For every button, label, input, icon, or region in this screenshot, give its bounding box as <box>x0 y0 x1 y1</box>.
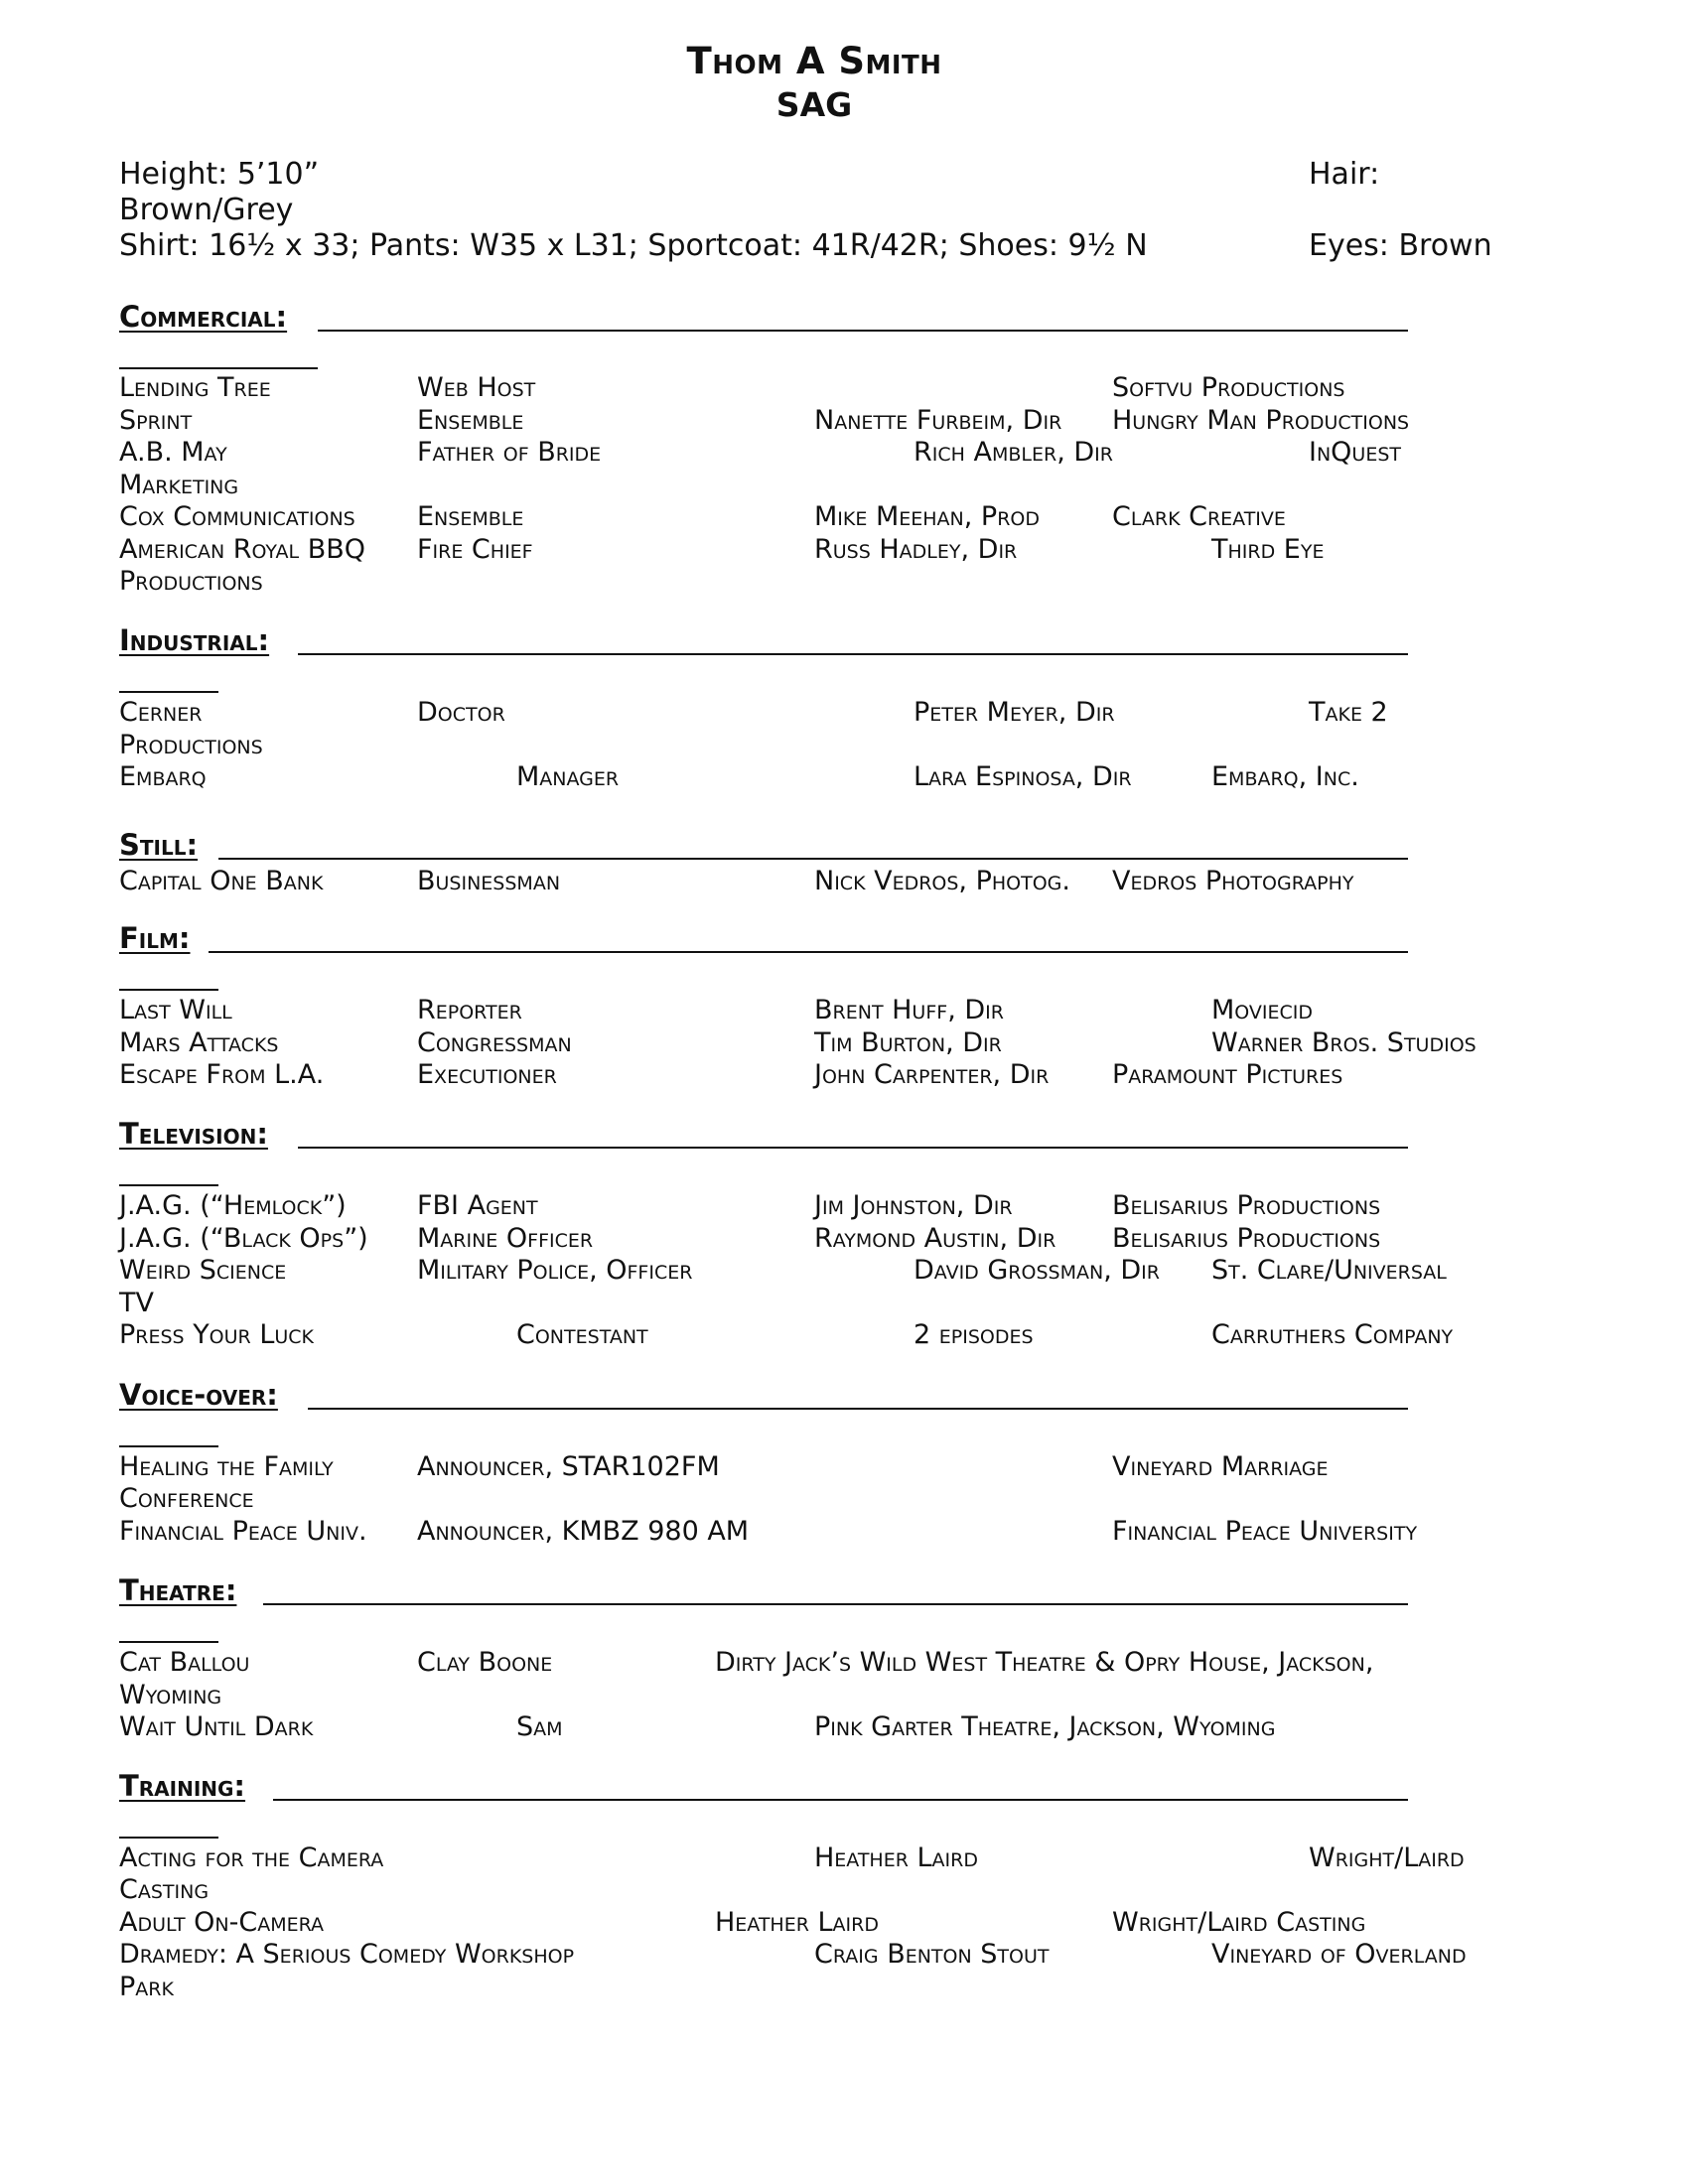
credit-director: Rich Ambler, Dir <box>914 437 1113 468</box>
section-heading-training: Training: <box>119 1769 246 1803</box>
credit-director: Mike Meehan, Prod <box>814 501 1040 532</box>
hair-value: Brown/Grey <box>119 193 294 227</box>
credit-company: InQuest <box>1309 437 1402 468</box>
credit-director: Raymond Austin, Dir <box>814 1223 1056 1254</box>
credit-project-continued: Productions <box>119 730 263 760</box>
credit-company: Hungry Man Productions <box>1112 405 1410 436</box>
credit-company: Softvu Productions <box>1112 372 1345 403</box>
section-heading-theatre: Theatre: <box>119 1573 237 1607</box>
section-underline-film <box>119 989 218 991</box>
section-heading-television: Television: <box>119 1117 268 1151</box>
credit-director: Lara Espinosa, Dir <box>914 761 1132 792</box>
training-location: Wright/Laird <box>1309 1843 1465 1873</box>
credit-project: Embarq <box>119 761 207 792</box>
credit-company: Financial Peace University <box>1112 1516 1418 1547</box>
credit-director: Nick Vedros, Photog. <box>814 866 1070 896</box>
credit-role: Web Host <box>417 372 536 403</box>
credit-role: Father of Bride <box>417 437 602 468</box>
section-rule-voiceover <box>308 1408 1408 1410</box>
credit-project-continued: Conference <box>119 1483 254 1514</box>
training-location: Wright/Laird Casting <box>1112 1907 1366 1938</box>
clothing-sizes: Shirt: 16½ x 33; Pants: W35 x L31; Sportcoat: 41R/42R; Shoes: 9½ N <box>119 228 1148 263</box>
credit-director: Peter Meyer, Dir <box>914 697 1115 728</box>
hair-label: Hair: <box>1309 157 1380 192</box>
credit-project: Cat Ballou <box>119 1647 250 1678</box>
credit-project: Mars Attacks <box>119 1027 279 1058</box>
section-heading-industrial: Industrial: <box>119 623 270 657</box>
union-affiliation: SAG <box>775 85 853 124</box>
credit-role: Ensemble <box>417 405 524 436</box>
credit-project: Escape From L.A. <box>119 1059 325 1090</box>
credit-role: Businessman <box>417 866 561 896</box>
credit-company: Embarq, Inc. <box>1211 761 1359 792</box>
credit-role: Announcer, STAR102FM <box>417 1451 720 1482</box>
credit-project: Lending Tree <box>119 372 271 403</box>
training-course-continued: Park <box>119 1972 174 2002</box>
credit-director: Russ Hadley, Dir <box>814 534 1018 565</box>
credit-project: Financial Peace Univ. <box>119 1516 367 1547</box>
section-underline-industrial <box>119 691 218 693</box>
credit-company: St. Clare/Universal <box>1211 1255 1447 1286</box>
credit-company: Belisarius Productions <box>1112 1190 1381 1221</box>
eyes-stat: Eyes: Brown <box>1309 228 1492 263</box>
credit-company: Moviecid <box>1211 995 1314 1025</box>
section-rule-theatre <box>263 1603 1408 1605</box>
credit-project-continued: Marketing <box>119 470 239 500</box>
credit-project: Cerner <box>119 697 203 728</box>
credit-role: Reporter <box>417 995 522 1025</box>
training-instructor: Craig Benton Stout <box>814 1939 1050 1970</box>
training-instructor: Heather Laird <box>814 1843 978 1873</box>
credit-role: Military Police, Officer <box>417 1255 693 1286</box>
credit-company: Paramount Pictures <box>1112 1059 1343 1090</box>
training-course-continued: Casting <box>119 1874 210 1905</box>
credit-project: Press Your Luck <box>119 1319 315 1350</box>
credit-director: David Grossman, Dir <box>914 1255 1160 1286</box>
credit-director: Nanette Furbeim, Dir <box>814 405 1062 436</box>
credit-role: Fire Chief <box>417 534 533 565</box>
section-underline-television <box>119 1184 218 1186</box>
credit-role: Announcer, KMBZ 980 AM <box>417 1516 750 1547</box>
credit-company: Vineyard Marriage <box>1112 1451 1329 1482</box>
training-location: Vineyard of Overland <box>1211 1939 1467 1970</box>
training-instructor: Heather Laird <box>715 1907 879 1938</box>
training-course: Acting for the Camera <box>119 1843 384 1873</box>
credit-role: Manager <box>516 761 620 792</box>
height-stat: Height: 5’10” <box>119 157 320 192</box>
credit-project: Cox Communications <box>119 501 355 532</box>
credit-project: Sprint <box>119 405 193 436</box>
section-rule-commercial <box>318 330 1408 332</box>
credit-company: Warner Bros. Studios <box>1211 1027 1477 1058</box>
credit-company: Vedros Photography <box>1112 866 1354 896</box>
credit-project: Weird Science <box>119 1255 287 1286</box>
section-heading-film: Film: <box>119 921 191 955</box>
section-underline-commercial <box>119 367 318 369</box>
training-course: Dramedy: A Serious Comedy Workshop <box>119 1939 575 1970</box>
credit-director: Brent Huff, Dir <box>814 995 1004 1025</box>
section-heading-voiceover: Voice-over: <box>119 1378 278 1412</box>
credit-role: Marine Officer <box>417 1223 594 1254</box>
credit-role: FBI Agent <box>417 1190 538 1221</box>
credit-project: J.A.G. (“Black Ops”) <box>119 1223 368 1254</box>
credit-project-continued: Wyoming <box>119 1680 222 1710</box>
section-rule-still <box>218 858 1408 860</box>
credit-role: Sam <box>516 1711 563 1742</box>
credit-director: Tim Burton, Dir <box>814 1027 1002 1058</box>
credit-company: Carruthers Company <box>1211 1319 1454 1350</box>
credit-role: Executioner <box>417 1059 557 1090</box>
credit-director: 2 episodes <box>914 1319 1034 1350</box>
credit-company: Third Eye <box>1211 534 1325 565</box>
credit-project: Last Will <box>119 995 232 1025</box>
section-heading-commercial: Commercial: <box>119 300 288 334</box>
section-underline-voiceover <box>119 1445 218 1447</box>
credit-project: Wait Until Dark <box>119 1711 314 1742</box>
credit-project-continued: TV <box>119 1288 154 1318</box>
actor-name: Thom A Smith <box>686 40 942 82</box>
credit-project: American Royal BBQ <box>119 534 366 565</box>
credit-director: Jim Johnston, Dir <box>814 1190 1013 1221</box>
credit-venue: Pink Garter Theatre, Jackson, Wyoming <box>814 1711 1276 1742</box>
credit-project: Healing the Family <box>119 1451 334 1482</box>
credit-company: Clark Creative <box>1112 501 1286 532</box>
section-rule-film <box>209 951 1408 953</box>
credit-role: Congressman <box>417 1027 572 1058</box>
credit-role: Clay Boone <box>417 1647 553 1678</box>
credit-company: Take 2 <box>1309 697 1388 728</box>
section-underline-training <box>119 1837 218 1839</box>
credit-role: Doctor <box>417 697 505 728</box>
credit-director: John Carpenter, Dir <box>814 1059 1050 1090</box>
section-heading-still: Still: <box>119 828 199 862</box>
credit-project-continued: Productions <box>119 566 263 597</box>
credit-project: Capital One Bank <box>119 866 324 896</box>
training-course: Adult On-Camera <box>119 1907 325 1938</box>
section-rule-industrial <box>298 653 1408 655</box>
section-rule-television <box>298 1147 1408 1149</box>
credit-project: J.A.G. (“Hemlock”) <box>119 1190 347 1221</box>
credit-role: Contestant <box>516 1319 648 1350</box>
credit-role: Ensemble <box>417 501 524 532</box>
section-rule-training <box>273 1799 1408 1801</box>
section-underline-theatre <box>119 1641 218 1643</box>
credit-company: Belisarius Productions <box>1112 1223 1381 1254</box>
credit-venue: Dirty Jack’s Wild West Theatre & Opry House, Jackson, <box>715 1647 1374 1678</box>
credit-project: A.B. May <box>119 437 227 468</box>
